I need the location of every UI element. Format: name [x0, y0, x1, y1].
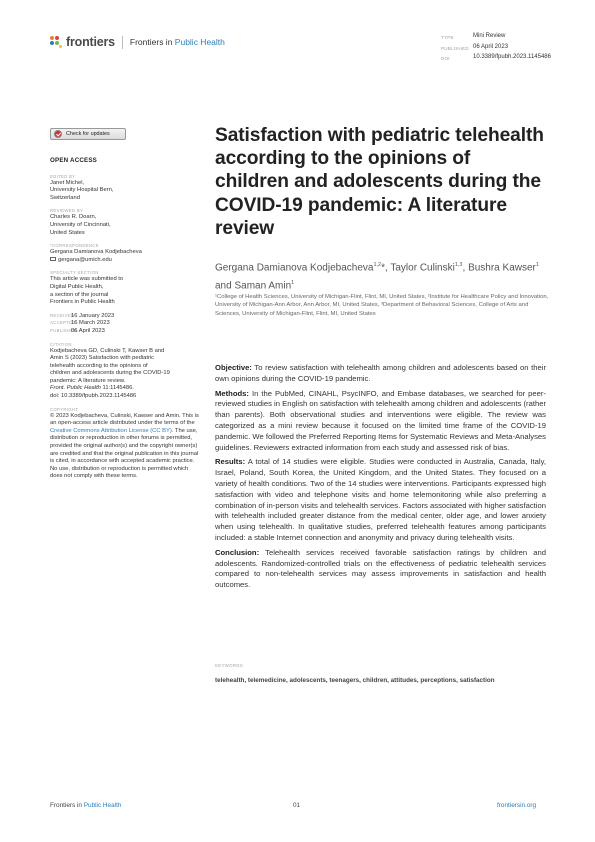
date-accepted: ACCEPTED 16 March 2023 — [50, 320, 110, 327]
keywords-label: KEYWORDS — [215, 663, 244, 668]
article-sidebar — [50, 157, 200, 487]
brand-name: frontiers — [66, 35, 115, 49]
abstract-objective: Objective: To review satisfaction with telehealth among children and adolescents based on their own opinions during the COVID-19 pandemic. — [215, 363, 546, 383]
check-for-updates-button[interactable] — [50, 128, 126, 140]
journal-prefix: Frontiers in — [129, 37, 173, 47]
correspondence-name: Gergana Damianova Kodjebacheva — [50, 249, 142, 256]
copyright: COPYRIGHT © 2023 Kodjebacheva, Culinski, Kawser and Amin. This is an open-access article distributed under the terms of the Creative Commons Attribution License (CC BY). The use, distribution or reproduction in other forums is permitted, provided the original author(s) and the copyright owner(s) are credited and that the original publication in this journal is cited, in accordance with accepted academic practice. No use, distribution or reproduction is permitted which does not comply with these terms. — [50, 406, 199, 480]
check-updates-label: Check for updates — [66, 131, 110, 137]
date-received: RECEIVED 16 January 2023 — [50, 312, 115, 319]
mail-icon — [50, 257, 56, 261]
specialty-section: SPECIALTY SECTION This article was submitted to Digital Public Health, a section of the journal Frontiers in Public Health — [50, 270, 124, 306]
open-access-label: OPEN ACCESS — [50, 157, 98, 164]
keywords: telehealth, telemedicine, adolescents, teenagers, children, attitudes, perceptions, satisfaction — [215, 677, 495, 684]
reviewed-by: REVIEWED BY Charles R. Doarn, University of Cincinnati, United States — [50, 208, 111, 236]
page-number: 01 — [293, 802, 301, 809]
author-name[interactable]: Bushra Kawser — [468, 262, 536, 274]
author-list: Gergana Damianova Kodjebacheva$^{1,2}$*, Taylor Culinski$^{1,3}$, Bushra Kawser$^1$ and Saman Amin$^1$ — [215, 262, 539, 292]
footer-journal: Frontiers in Public Health — [50, 802, 122, 809]
affiliations: ¹College of Health Sciences, University of Michigan-Flint, Flint, MI, United States, ²Institute for Healthcare Policy and Innovation, University of Michigan-Ann Arbor, Ann Arbor, MI, United States, ³Department of Behavioral Sciences, College of Arts and Sciences, University of Michigan-Flint, Flint, MI, United States — [215, 294, 549, 317]
abstract-methods: Methods: In the PubMed, CINAHL, PsycINFO, and Embase databases, we searched for peer-reviewed studies in English on satisfaction with telehealth among children and adolescents (rather than parents). Both observational studies and interventions were eligible. The review was categorized as a mini review because it focused on the limited time frame of the COVID-19 pandemic. We followed the Preferred Reporting Items for Systematic Reviews and Meta-Analyses guidelines. Reviewers extracted information from each study and assessed risk of bias. — [215, 388, 546, 452]
article-title: Satisfaction with pediatric telehealth according to the opinions of children and adolescents during the COVID-19 pandemic: A literature review — [215, 125, 544, 239]
meta-published: PUBLISHED 06 April 2023 — [441, 43, 509, 51]
citation: CITATION Kodjebacheva GD, Culinski T, Kawser B and Amin S (2023) Satisfaction with pediatric telehealth according to the opinions of children and adolescents during the COVID-19 pandemic: A literature review. Front. Public Health 11:1145486. doi: 10.3389/fpubh.2023.1145486 — [50, 342, 200, 401]
check-updates-icon — [54, 130, 62, 138]
correspondence-email[interactable]: gergana@umich.edu — [50, 257, 200, 265]
header-divider — [122, 36, 123, 49]
journal-title: Public Health — [174, 37, 225, 47]
edited-by: EDITED BY Janet Michel, University Hospital Bern, Switzerland — [50, 173, 114, 201]
frontiers-header-logo[interactable] — [50, 35, 225, 49]
footer-site-link[interactable]: frontiersin.org — [497, 802, 537, 809]
journal-name — [130, 37, 225, 47]
cc-by-license-link[interactable]: Creative Commons Attribution License (CC BY) — [50, 427, 172, 434]
article-meta — [441, 32, 551, 64]
abstract-conclusion: Conclusion: Telehealth services received favorable satisfaction ratings by children and adolescents. Randomized-controlled trials on the effectiveness of pediatric telehealth services compared to non-telehealth services may assess improvements in satisfaction and health outcomes. — [215, 547, 546, 590]
author-name[interactable]: Saman Amin — [234, 280, 292, 292]
author-name[interactable]: Taylor Culinski — [390, 262, 455, 274]
meta-doi: DOI 10.3389/fpubh.2023.1145486 — [441, 54, 551, 61]
author-name[interactable]: Gergana Damianova Kodjebacheva — [215, 262, 374, 274]
abstract-results: Results: A total of 14 studies were eligible. Studies were conducted in Australia, Canada, Italy, Israel, Poland, South Korea, the United Kingdom, and the United States. They focused on a variety of health conditions. Two of the 14 studies were interventions. Participants expressed high satisfaction with video and telephone visits and home telemonitoring while also preferring a combination of in-person visits and telehealth services. Factors associated with higher satisfaction with telehealth included greater distance from the medical center, older age, and lower anxiety when using telehealth. In qualitative studies, preferred telehealth features among participants included: a stable Internet connection and anonymity and privacy during telehealth visits. — [215, 457, 546, 542]
correspondence: *CORRESPONDENCE Gergana Damianova Kodjebacheva gergana@umich.edu — [50, 243, 200, 264]
abstract — [215, 363, 546, 595]
date-published: PUBLISHED 06 April 2023 — [50, 327, 105, 334]
citation-doi[interactable]: doi: 10.3389/fpubh.2023.1145486 — [50, 393, 137, 400]
article-dates — [50, 313, 200, 336]
frontiers-logo-icon — [50, 36, 63, 49]
meta-type: TYPE Mini Review — [441, 33, 506, 40]
